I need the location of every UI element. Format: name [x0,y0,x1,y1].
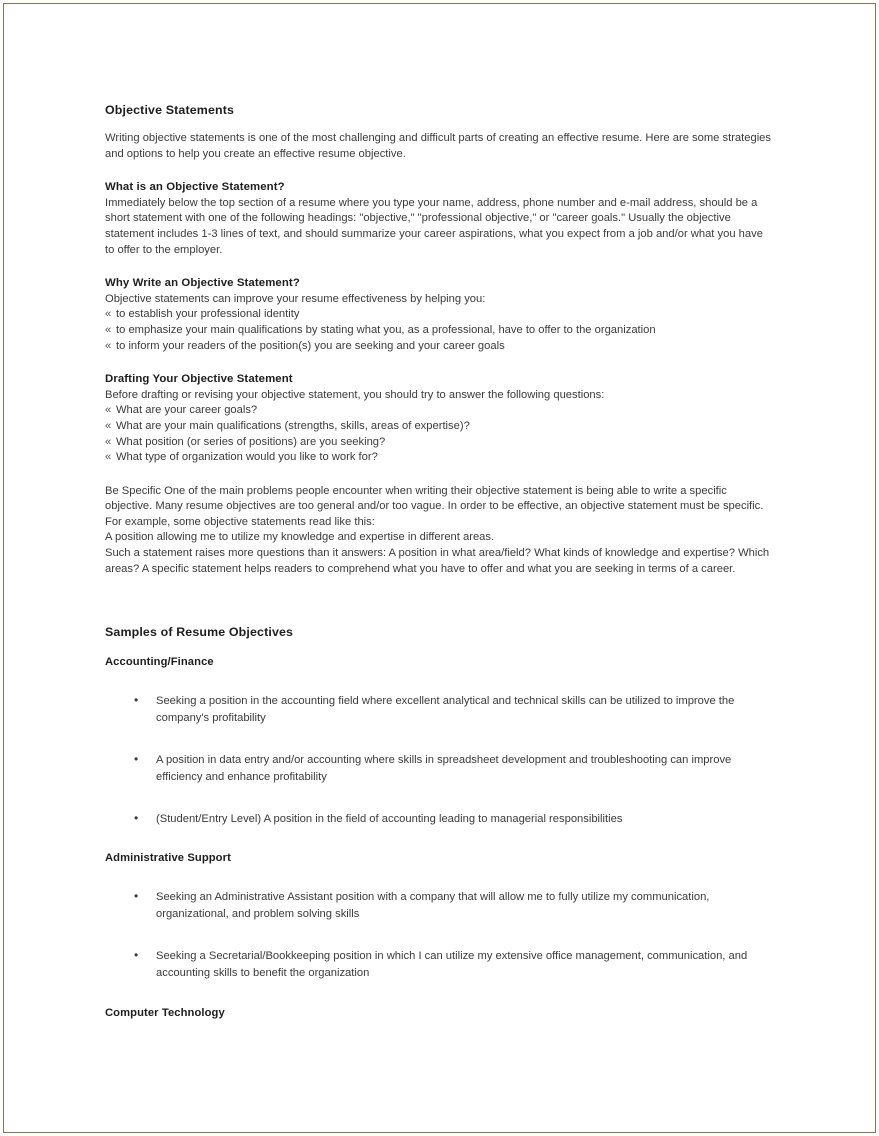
list-item [105,323,773,339]
guillemet-bullet-icon: « [105,451,112,464]
why-write-bullet-list [105,307,773,354]
category-heading-computer-technology: Computer Technology [105,1006,225,1019]
list-item [105,693,775,728]
list-item [105,811,775,829]
page-content-area [4,4,875,1132]
list-item-text: What are your main qualifications (strengths, skills, areas of expertise)? [116,419,470,432]
list-item-text: (Student/Entry Level) A position in the field of accounting leading to managerial responsibilities [156,812,623,825]
section-paragraph-why-write: Objective statements can improve your resume effectiveness by helping you: [105,292,486,305]
sample-list-administrative-support [105,889,775,983]
list-item [105,419,773,435]
list-item-text: to emphasize your main qualifications by stating what you, as a professional, have to offer to the organization [116,323,656,336]
section-heading-why-write: Why Write an Objective Statement? [105,277,300,290]
guillemet-bullet-icon: « [105,323,112,336]
list-item-text: What position (or series of positions) are you seeking? [116,435,386,448]
section-why-write [105,276,773,354]
dot-bullet-icon: • [134,751,139,766]
spacer [105,258,773,276]
spacer [105,354,773,372]
page-title: Objective Statements [105,103,235,117]
section-samples [105,625,775,1021]
document-body [105,103,773,1022]
spacer [105,162,773,180]
be-specific-example: A position allowing me to utilize my knowledge and expertise in different areas. [105,531,495,544]
list-item-text: Seeking a Secretarial/Bookkeeping position in which I can utilize my extensive office management, communication, and accounting skills to benefit the organization [156,949,748,980]
list-item-text: Seeking a position in the accounting field where excellent analytical and technical skills can be utilized to improve the company's profitability [156,694,735,725]
guillemet-bullet-icon: « [105,435,112,448]
section-be-specific [105,484,773,578]
category-heading-accounting-finance: Accounting/Finance [105,656,214,669]
section-what-is [105,180,773,258]
sample-list-accounting-finance [105,693,775,829]
dot-bullet-icon: • [134,888,139,903]
list-item-text: A position in data entry and/or accounting where skills in spreadsheet development and troubleshooting can improve efficiency and enhance profitability [156,753,732,784]
list-item-text: to inform your readers of the position(s) you are seeking and your career goals [116,339,505,352]
guillemet-bullet-icon: « [105,404,112,417]
list-item [105,435,773,451]
section-paragraph-drafting: Before drafting or revising your objective statement, you should try to answer the following questions: [105,388,605,401]
dot-bullet-icon: • [134,947,139,962]
guillemet-bullet-icon: « [105,419,112,432]
list-item [105,307,773,323]
dot-bullet-icon: • [134,810,139,825]
list-item [105,948,775,983]
category-heading-administrative-support: Administrative Support [105,852,231,865]
guillemet-bullet-icon: « [105,308,112,321]
list-item [105,339,773,355]
list-item-text: Seeking an Administrative Assistant position with a company that will allow me to fully utilize my communication, organizational, and problem solving skills [156,890,710,921]
section-drafting [105,372,773,466]
list-item-text: to establish your professional identity [116,308,300,321]
samples-title: Samples of Resume Objectives [105,625,294,640]
list-item [105,752,775,787]
list-item-text: What type of organization would you like to work for? [116,451,378,464]
list-item [105,450,773,466]
spacer [105,466,773,484]
list-item [105,403,773,419]
section-paragraph-what-is: Immediately below the top section of a resume where you type your name, address, phone number and e-mail address, should be a short statement with one of the following headings: "objective," "professional objective," or "career goals." Usually the objective statement includes 1-3 lines of text, and should summarize your career aspirations, what you expect from a job and/or what you have to offer to the employer. [105,196,763,256]
intro-paragraph: Writing objective statements is one of the most challenging and difficult parts of creating an effective resume. Here are some strategies and options to help you create an effective resume objective. [105,132,771,160]
be-specific-paragraph-1: Be Specific One of the main problems people encounter when writing their objective statement is being able to write a specific objective. Many resume objectives are too general and/or too vague. In order to be effective, an objective statement must be specific. For example, some objective statements read like this: [105,484,764,528]
spacer [105,983,775,1006]
spacer [105,577,773,625]
spacer [105,828,775,851]
list-item [105,889,775,924]
section-heading-drafting: Drafting Your Objective Statement [105,373,293,386]
be-specific-paragraph-2: Such a statement raises more questions than it answers: A position in what area/field? What kinds of knowledge and expertise? Which areas? A specific statement helps readers to comprehend what you have to offer and what you are seeking in terms of a career. [105,547,770,575]
drafting-bullet-list [105,403,773,465]
section-heading-what-is: What is an Objective Statement? [105,181,285,194]
guillemet-bullet-icon: « [105,339,112,352]
dot-bullet-icon: • [134,692,139,707]
list-item-text: What are your career goals? [116,404,258,417]
